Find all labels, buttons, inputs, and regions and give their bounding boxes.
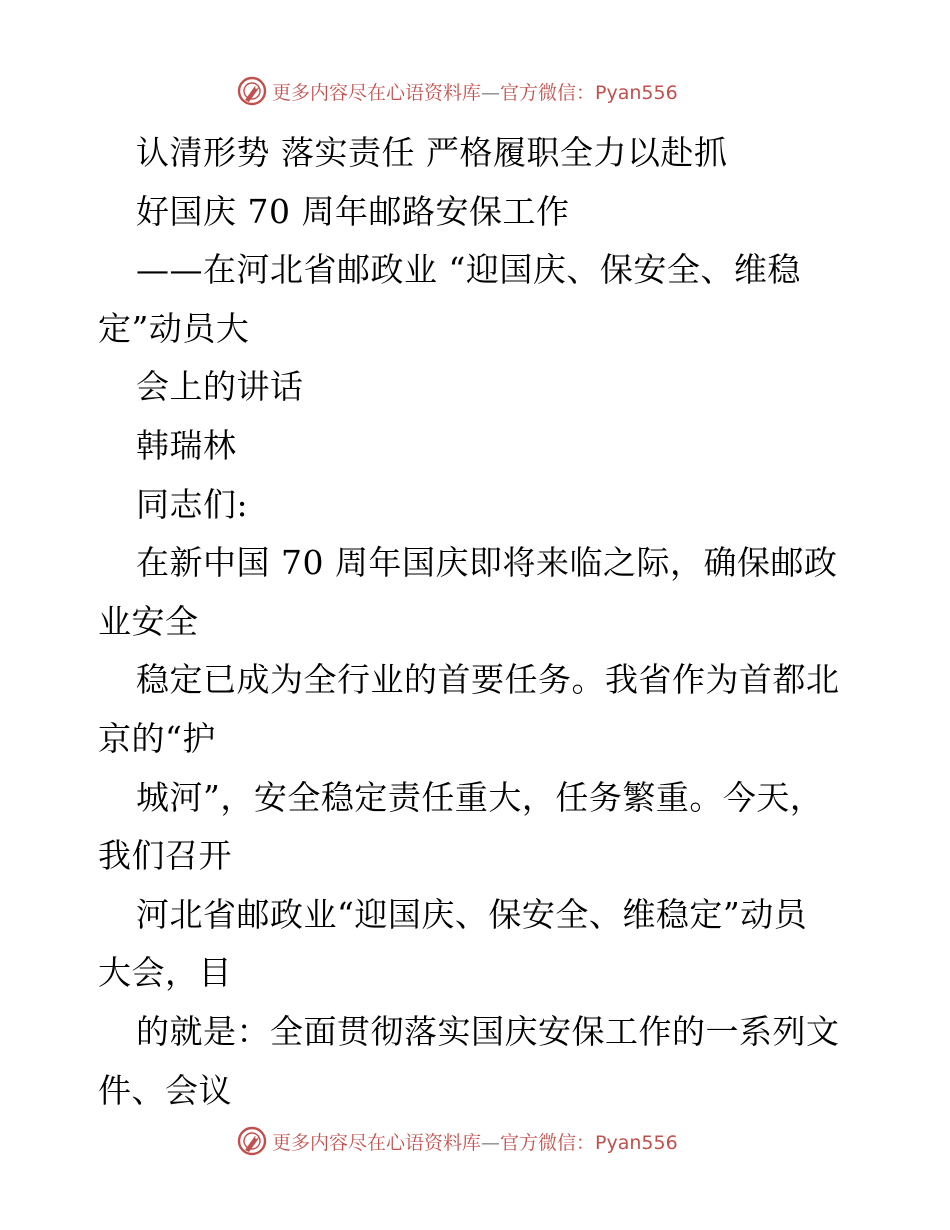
text-line: 的就是：全面贯彻落实国庆安保工作的一系列文	[136, 1011, 840, 1051]
watermark-text	[272, 1128, 678, 1155]
text-line: 河北省邮政业“迎国庆、保安全、维稳定”动员	[136, 894, 808, 934]
watermark-wechat-id: Pyan556	[595, 81, 678, 104]
text-line: 京的“护	[98, 718, 216, 758]
pen-nib-circle-icon	[236, 1125, 268, 1157]
text-line: 件、会议	[98, 1070, 232, 1110]
text-line: 认清形势 落实责任 严格履职全力以赴抓	[136, 133, 728, 172]
text-line: 会上的讲话	[136, 367, 304, 407]
text-line: 稳定已成为全行业的首要任务。我省作为首都北	[136, 660, 840, 700]
watermark-separator: —	[481, 1131, 501, 1154]
text-line: 韩瑞林	[136, 425, 237, 465]
watermark-wechat-id: Pyan556	[595, 1131, 678, 1154]
text-line: 定”动员大	[98, 308, 250, 348]
text-line: 业安全	[98, 601, 199, 641]
header-watermark	[236, 74, 678, 108]
watermark-site-name: 更多内容尽在心语资料库	[272, 1131, 482, 1154]
watermark-site-name: 更多内容尽在心语资料库	[272, 81, 482, 104]
text-line: 城河”，安全稳定责任重大，任务繁重。今天，	[136, 777, 824, 817]
document-body	[98, 124, 858, 1120]
pen-nib-circle-icon	[236, 75, 268, 107]
watermark-wechat-label: 官方微信：	[500, 1131, 596, 1154]
watermark-wechat-label: 官方微信：	[500, 81, 596, 104]
text-line: 我们召开	[98, 836, 232, 876]
text-line: ——在河北省邮政业 “迎国庆、保安全、维稳	[136, 250, 801, 290]
text-line: 大会，目	[98, 953, 232, 993]
watermark-text	[272, 78, 678, 105]
text-line: 好国庆 70 周年邮路安保工作	[136, 191, 570, 231]
watermark-separator: —	[481, 81, 501, 104]
footer-watermark	[236, 1124, 678, 1158]
text-line: 同志们:	[136, 484, 249, 524]
text-line: 在新中国 70 周年国庆即将来临之际，确保邮政	[136, 543, 838, 583]
